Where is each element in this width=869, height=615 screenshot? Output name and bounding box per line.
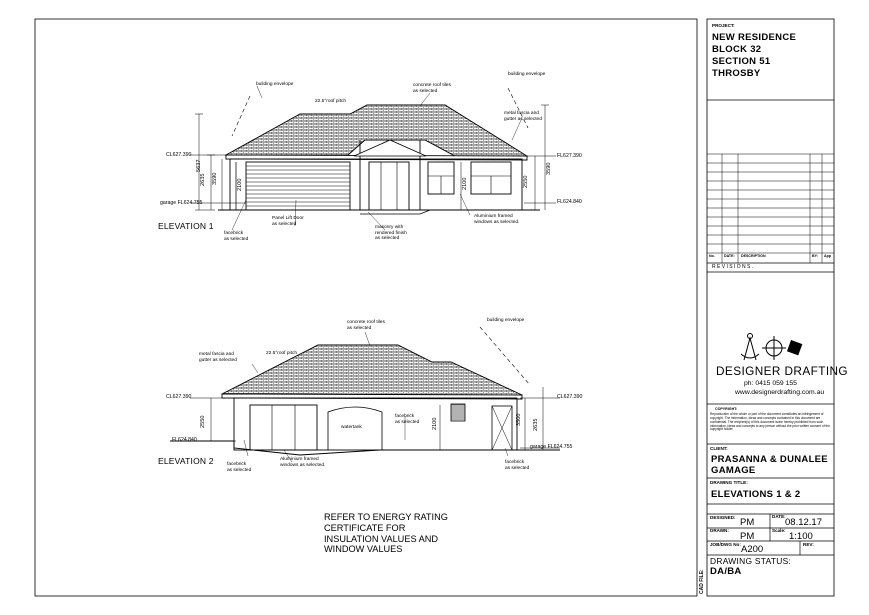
rev-header-app: App: [824, 254, 831, 258]
project-line-3: SECTION 51: [712, 56, 771, 67]
e1-fascia: metal fascia and gutter as selected: [504, 111, 542, 122]
company-name: DESIGNER DRAFTING: [716, 364, 848, 378]
rev-header-date: DATE:: [724, 254, 735, 258]
job-label: JOB/DWG No:: [710, 542, 741, 547]
e1-dim-5637: 5637: [196, 159, 202, 172]
e1-facebrick: facebrick as selected: [224, 231, 249, 242]
e2-level-cl-left: CL627.390: [166, 394, 192, 400]
e1-dim-2635: 2635: [200, 173, 206, 186]
client-line-2: GAMAGE: [711, 465, 756, 476]
e1-envelope-left: building envelope: [256, 82, 294, 87]
copyright-label: COPYRIGHT:: [715, 407, 738, 411]
revisions-label: R E V I S I O N S .: [712, 264, 754, 270]
elevation-1-linework: [190, 86, 556, 230]
client-label: CLIENT:: [710, 446, 728, 451]
scale-label: Scale:: [772, 528, 786, 533]
elevation-2-title: ELEVATION 2: [158, 456, 214, 466]
rev-label: REV:: [803, 542, 814, 547]
e1-masonry: masonry with rendered finish as selected: [375, 225, 407, 242]
e2-roof-pitch: 22.5°roof pitch: [266, 351, 297, 356]
company-website: www.designerdrafting.com.au: [735, 389, 825, 396]
rev-header-description: DESCRIPTION: [741, 254, 766, 258]
e2-envelope: building envelope: [487, 318, 525, 323]
e1-level-garage: garage FL624.755: [160, 200, 203, 206]
e2-dim-2550: 2550: [200, 415, 206, 428]
job-value: A200: [741, 544, 764, 555]
e2-level-cl-right: CL627.390: [557, 394, 583, 400]
e2-windows: Aluminium framed windows as selected.: [280, 457, 326, 468]
project-line-4: THROSBY: [712, 68, 761, 79]
e2-level-fl-left: FL624.840: [172, 437, 197, 443]
e2-roof-tiles: concrete roof tiles as selected: [347, 320, 385, 331]
drawn-label: DRAWN:: [710, 528, 729, 533]
drawing-title: ELEVATIONS 1 & 2: [711, 489, 801, 500]
e2-facebrick-left: facebrick as selected: [227, 462, 252, 473]
elevation-1-title: ELEVATION 1: [158, 221, 214, 231]
e1-windows: Aluminium framed windows as selected.: [474, 214, 520, 225]
date-value: 08.12.17: [785, 517, 822, 528]
cad-file-label: CAD FILE:: [699, 569, 705, 594]
date-label: DATE:: [772, 514, 786, 519]
status-label: DRAWING STATUS:: [710, 556, 792, 566]
project-line-2: BLOCK 32: [712, 44, 762, 55]
energy-rating-note: REFER TO ENERGY RATING CERTIFICATE FOR INSULATION VALUES AND WINDOW VALUES: [324, 512, 448, 555]
status-value: DA/BA: [710, 566, 742, 577]
project-label: PROJECT:: [712, 23, 735, 28]
drawn-value: PM: [740, 531, 755, 542]
e2-fascia: metal fascia and gutter as selected: [199, 352, 237, 363]
e1-level-fl-right-top: FL627.390: [557, 153, 582, 159]
e2-facebrick-right: facebrick as selected: [505, 460, 530, 471]
e2-dim-2635: 2635: [533, 418, 539, 431]
e1-dim-2550: 2550: [523, 175, 529, 188]
client-line-1: PRASANNA & DUNALEE: [711, 454, 828, 465]
project-line-1: NEW RESIDENCE: [712, 32, 797, 43]
copyright-text: Reproduction of the whole or part of the document constitutes an infringement of copyright. The information, ideas and concepts contained in this document are confidential. The recipient(s) of this document is/are hereby prohibited from such information, ideas and concepts to any person without the prior written consent of the copyright holder.: [710, 412, 830, 432]
e2-facebrick-mid: facebrick as selected: [395, 414, 420, 425]
drawing-title-label: DRAWING TITLE:: [710, 480, 748, 485]
e2-level-garage: garage FL624.755: [530, 444, 573, 450]
rev-header-by: BY:: [812, 254, 818, 258]
e2-dim-3500: 3500: [516, 413, 522, 426]
e1-dim-3590-right: 3590: [546, 162, 552, 175]
e1-level-cl-left: CL627.390: [166, 152, 192, 158]
designed-label: DESIGNED:: [710, 515, 736, 520]
e1-dim-2100-right: 2100: [462, 177, 468, 190]
e2-watertank: watertank: [341, 425, 362, 430]
designed-value: PM: [740, 517, 755, 528]
title-block-border: [707, 19, 834, 596]
e1-level-fl-right: FL624.840: [557, 199, 582, 205]
e1-dim-3590-left: 3590: [212, 172, 218, 185]
e2-dim-2100: 2100: [432, 417, 438, 430]
e1-roof-tiles: concrete roof tiles as selected: [413, 83, 451, 94]
e1-dim-2100-left: 2100: [237, 178, 243, 191]
scale-value: 1:100: [789, 531, 813, 542]
elevation-2-linework: [170, 327, 560, 462]
e1-envelope-right: building envelope: [508, 72, 546, 77]
logo-mark: [741, 334, 802, 361]
rev-header-no: No.: [709, 254, 715, 258]
company-phone: ph: 0415 059 155: [744, 380, 797, 387]
e1-panel-door: Panel Lift Door as selected: [272, 216, 304, 227]
e1-roof-pitch: 22.5°roof pitch: [315, 99, 346, 104]
